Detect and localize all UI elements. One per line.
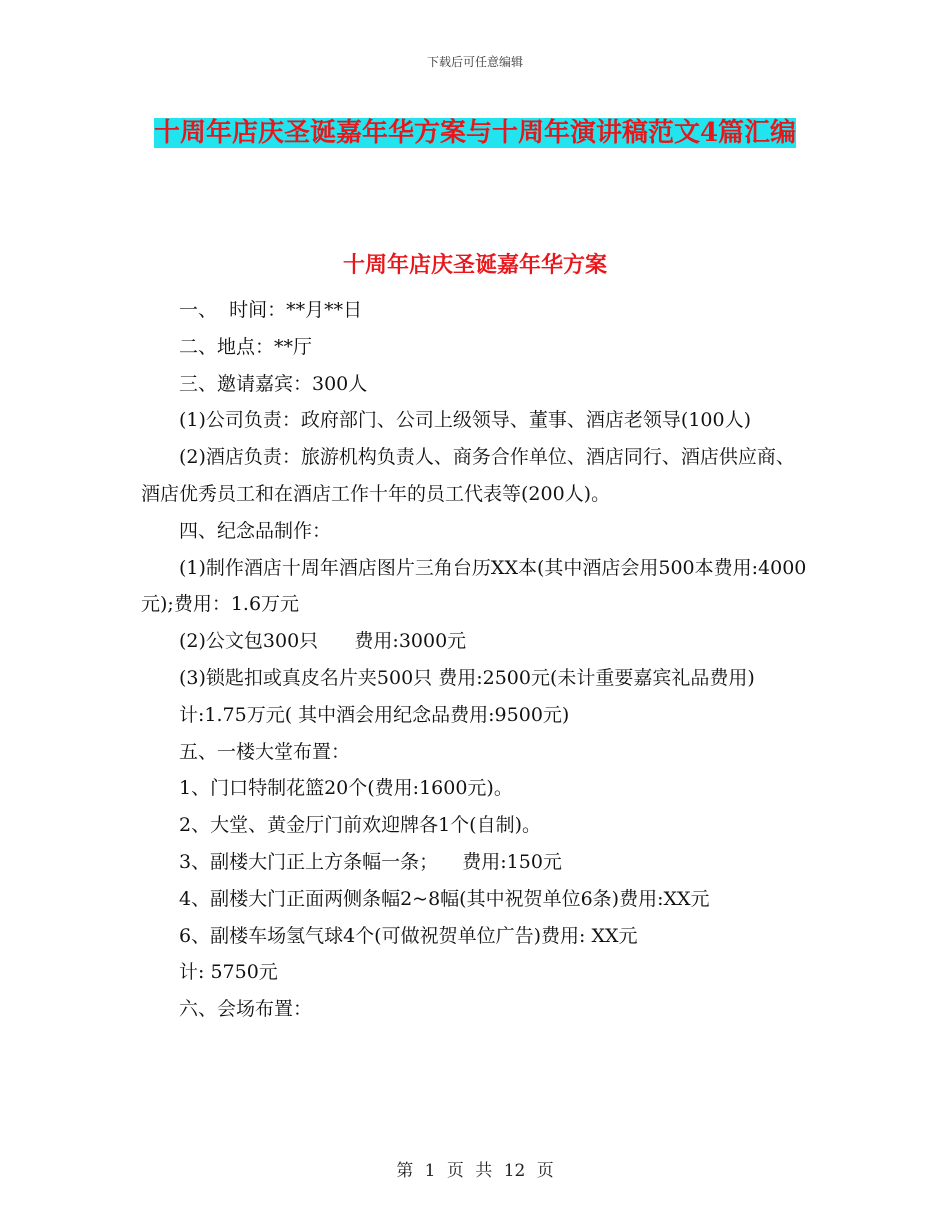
paragraph: 六、会场布置：: [179, 998, 313, 1021]
paragraph: 4、副楼大门正面两侧条幅2~8幅(其中祝贺单位6条)费用:XX元: [179, 887, 710, 910]
document-title: [143, 110, 807, 156]
page-footer: 第 1 页 共 12 页: [396, 1161, 554, 1181]
paragraph: 1、门口特制花篮20个(费用:1600元)。: [179, 777, 513, 800]
paragraph: (1)制作酒店十周年酒店图片三角台历XX本(其中酒店会用500本费用:4000元);费用：1.6万元: [141, 556, 807, 616]
section-title: 十周年店庆圣诞嘉年华方案: [342, 252, 607, 278]
paragraph: (2)公文包300只 费用:3000元: [179, 630, 467, 653]
paragraph: 6、副楼车场氢气球4个(可做祝贺单位广告)费用: XX元: [179, 924, 638, 947]
document-title-text: 十周年店庆圣诞嘉年华方案与十周年演讲稿范文4篇汇编: [153, 118, 797, 148]
paragraph: 五、一楼大堂布置：: [179, 740, 351, 763]
paragraph: 一、 时间：**月**日: [179, 299, 363, 321]
paragraph: 二、地点：**厅: [179, 335, 313, 358]
paragraph: 三、邀请嘉宾：300人: [179, 372, 368, 395]
paragraph: (1)公司负责：政府部门、公司上级领导、董事、酒店老领导(100人): [179, 409, 752, 432]
paragraph: (3)锁匙扣或真皮名片夹500只 费用:2500元(未计重要嘉宾礼品费用): [179, 666, 755, 689]
paragraph: (2)酒店负责：旅游机构负责人、商务合作单位、酒店同行、酒店供应商、酒店优秀员工和在酒店工作十年的员工代表等(200人)。: [141, 446, 795, 505]
header-note: 下载后可任意编辑: [426, 55, 523, 69]
paragraph: 计:1.75万元( 其中酒会用纪念品费用:9500元): [179, 703, 570, 726]
paragraph: 四、纪念品制作：: [179, 519, 332, 542]
document-body: [141, 292, 809, 1028]
paragraph: 计: 5750元: [179, 961, 278, 984]
paragraph: 2、大堂、黄金厅门前欢迎牌各1个(自制)。: [179, 814, 542, 837]
paragraph: 3、副楼大门正上方条幅一条； 费用:150元: [179, 850, 562, 873]
